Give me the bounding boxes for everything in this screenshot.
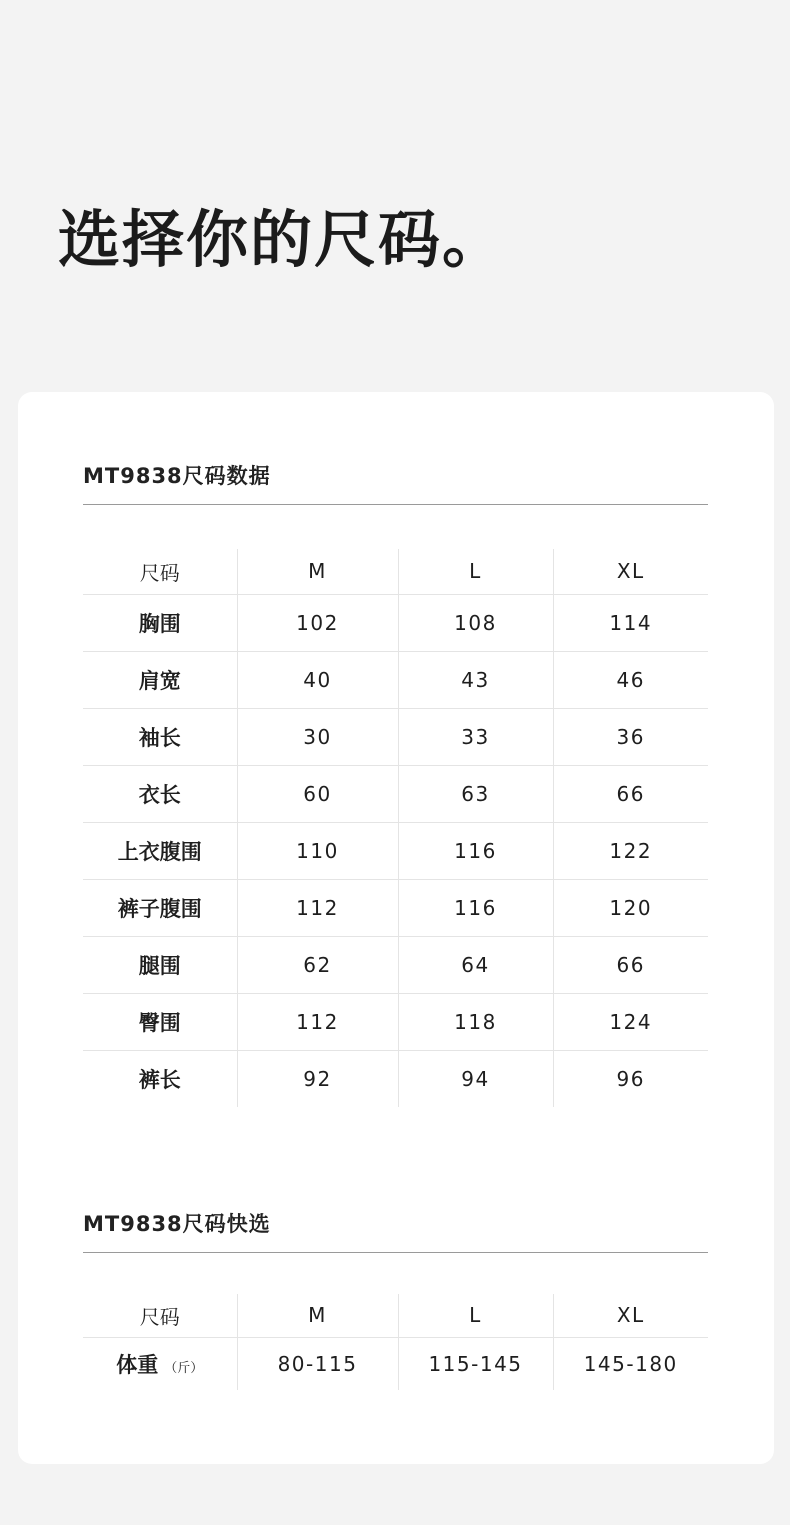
table-row: [83, 594, 708, 651]
row-label: 上衣腹围: [83, 822, 237, 879]
cell-value: 102: [237, 594, 398, 651]
cell-value: 60: [237, 765, 398, 822]
cell-value: 124: [553, 993, 708, 1050]
cell-value: 110: [237, 822, 398, 879]
cell-value: 66: [553, 936, 708, 993]
cell-value: 112: [237, 879, 398, 936]
cell-value: 30: [237, 708, 398, 765]
cell-value: 94: [398, 1050, 553, 1107]
cell-value: 64: [398, 936, 553, 993]
header-size-m: M: [237, 1294, 398, 1337]
cell-value: 112: [237, 993, 398, 1050]
header-size-label: 尺码: [139, 560, 180, 585]
unit-label: （斤）: [164, 1360, 204, 1376]
row-label: 袖长: [83, 708, 237, 765]
size-data-heading: MT9838尺码数据: [83, 460, 708, 505]
table-row: [83, 651, 708, 708]
page-title: 选择你的尺码。: [58, 203, 507, 276]
header-size-m: M: [237, 549, 398, 594]
table-row: [83, 1050, 708, 1107]
row-label-weight: [83, 1337, 237, 1390]
quick-select-header-row: [83, 1294, 708, 1337]
quick-select-heading: MT9838尺码快选: [83, 1208, 708, 1253]
row-label: 裤长: [83, 1050, 237, 1107]
table-row: [83, 879, 708, 936]
cell-value: 120: [553, 879, 708, 936]
row-label: 衣长: [83, 765, 237, 822]
cell-value: 33: [398, 708, 553, 765]
cell-value: 36: [553, 708, 708, 765]
cell-value: 66: [553, 765, 708, 822]
cell-value: 116: [398, 822, 553, 879]
cell-value: 96: [553, 1050, 708, 1107]
cell-value: 80-115: [237, 1337, 398, 1390]
cell-value: 115-145: [398, 1337, 553, 1390]
cell-value: 114: [553, 594, 708, 651]
size-data-table: [83, 549, 708, 1107]
header-size-l: L: [398, 549, 553, 594]
row-label: 裤子腹围: [83, 879, 237, 936]
table-row: [83, 708, 708, 765]
cell-value: 63: [398, 765, 553, 822]
header-size-label: 尺码: [139, 1304, 180, 1329]
row-label: 臀围: [83, 993, 237, 1050]
size-chart-card: [18, 392, 774, 1464]
table-row: [83, 993, 708, 1050]
table-row: [83, 822, 708, 879]
cell-value: 46: [553, 651, 708, 708]
cell-value: 118: [398, 993, 553, 1050]
size-data-header-row: [83, 549, 708, 594]
table-row: [83, 765, 708, 822]
cell-value: 122: [553, 822, 708, 879]
quick-select-table: [83, 1294, 708, 1390]
header-size-xl: XL: [553, 549, 708, 594]
cell-value: 116: [398, 879, 553, 936]
cell-value: 108: [398, 594, 553, 651]
row-label: 腿围: [83, 936, 237, 993]
cell-value: 145-180: [553, 1337, 708, 1390]
header-size-l: L: [398, 1294, 553, 1337]
cell-value: 43: [398, 651, 553, 708]
table-row: [83, 1337, 708, 1390]
cell-value: 40: [237, 651, 398, 708]
cell-value: 62: [237, 936, 398, 993]
row-label: 肩宽: [83, 651, 237, 708]
row-label: 胸围: [83, 594, 237, 651]
header-size-xl: XL: [553, 1294, 708, 1337]
row-label: 体重: [116, 1352, 159, 1377]
cell-value: 92: [237, 1050, 398, 1107]
table-row: [83, 936, 708, 993]
